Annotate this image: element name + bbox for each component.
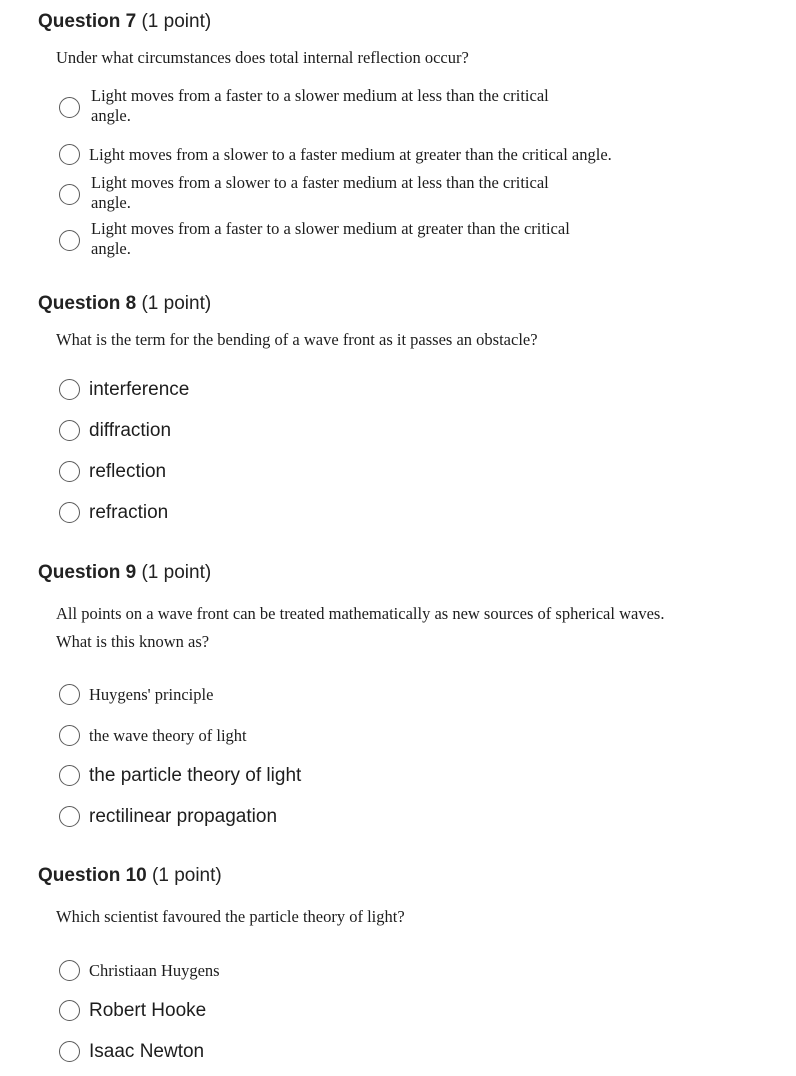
option-label-line1: Light moves from a faster to a slower medium at greater than the critical [91, 219, 570, 238]
question-number: Question 8 [38, 293, 137, 314]
option-label[interactable] [91, 219, 570, 259]
option-label[interactable]: reflection [89, 461, 167, 482]
question-number: Question 10 [38, 865, 147, 886]
option-label[interactable]: Christiaan Huygens [89, 961, 220, 980]
question-7-heading [38, 11, 211, 33]
question-number: Question 7 [38, 11, 137, 32]
radio-button[interactable] [59, 502, 80, 523]
radio-button[interactable] [59, 230, 80, 251]
radio-button[interactable] [59, 1000, 80, 1021]
radio-button[interactable] [59, 144, 80, 165]
radio-button[interactable] [59, 765, 80, 786]
question-7-text: Under what circumstances does total internal reflection occur? [56, 48, 469, 67]
option-label[interactable]: Light moves from a slower to a faster medium at greater than the critical angle. [89, 145, 612, 164]
option-label[interactable]: refraction [89, 502, 169, 523]
radio-button[interactable] [59, 97, 80, 118]
option-label[interactable] [91, 86, 549, 126]
question-points: (1 point) [152, 865, 222, 886]
question-8-heading [38, 293, 211, 315]
radio-button[interactable] [59, 806, 80, 827]
option-label[interactable]: diffraction [89, 420, 172, 441]
option-label[interactable] [91, 173, 549, 213]
option-label[interactable]: the particle theory of light [89, 765, 302, 786]
option-label-line1: Light moves from a faster to a slower medium at less than the critical [91, 86, 549, 105]
radio-button[interactable] [59, 960, 80, 981]
question-text-line2: What is this known as? [56, 632, 210, 651]
option-label-line1: Light moves from a slower to a faster medium at less than the critical [91, 173, 549, 192]
option-label-line2: angle. [91, 193, 131, 212]
question-8-text: What is the term for the bending of a wave front as it passes an obstacle? [56, 330, 538, 349]
option-label[interactable]: interference [89, 379, 190, 400]
option-label[interactable]: Isaac Newton [89, 1041, 205, 1062]
question-points: (1 point) [141, 11, 212, 32]
radio-button[interactable] [59, 420, 80, 441]
question-10-heading [38, 865, 222, 887]
radio-button[interactable] [59, 461, 80, 482]
radio-button[interactable] [59, 379, 80, 400]
option-label[interactable]: rectilinear propagation [89, 806, 278, 827]
radio-button[interactable] [59, 684, 80, 705]
radio-button[interactable] [59, 1041, 80, 1062]
question-points: (1 point) [141, 562, 212, 583]
option-label-line2: angle. [91, 239, 131, 258]
option-label-line2: angle. [91, 106, 131, 125]
question-9-heading [38, 562, 211, 584]
radio-button[interactable] [59, 725, 80, 746]
question-10-text: Which scientist favoured the particle theory of light? [56, 907, 405, 926]
option-label[interactable]: the wave theory of light [89, 726, 247, 745]
question-number: Question 9 [38, 562, 137, 583]
question-9-text [56, 600, 776, 656]
question-text-line1: All points on a wave front can be treated mathematically as new sources of spherical waves. [56, 604, 665, 623]
option-label[interactable]: Huygens' principle [89, 685, 214, 704]
option-label[interactable]: Robert Hooke [89, 1000, 207, 1021]
question-points: (1 point) [141, 293, 212, 314]
radio-button[interactable] [59, 184, 80, 205]
